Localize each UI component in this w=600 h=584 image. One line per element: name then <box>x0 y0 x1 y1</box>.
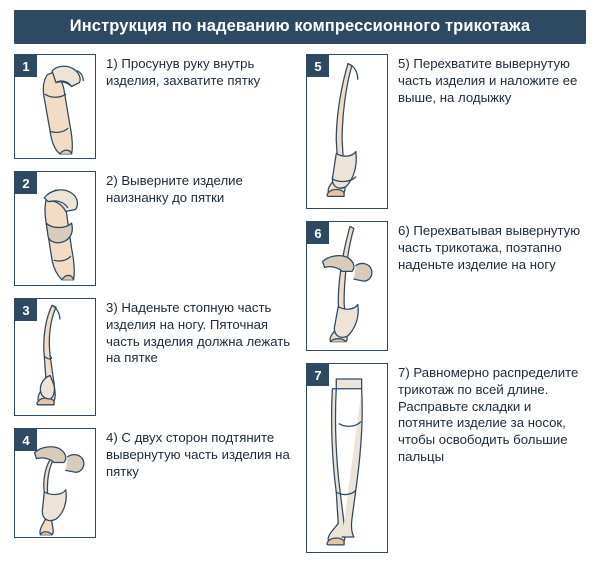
step-badge-2: 2 <box>15 172 37 194</box>
step-text-1: 1) Просунув руку внутрь изделия, захватите пятку <box>106 56 261 88</box>
step-text-6: 6) Перехватывая вывернутую часть трикотажа, поэтапно наденьте изделие на ногу <box>398 223 581 272</box>
step-figure-5 <box>306 54 388 209</box>
step-text-3: 3) Наденьте стопную часть изделия на ногу. Пяточная часть изделия должна лежать на пятке <box>106 300 291 366</box>
step-badge-7: 7 <box>307 364 329 386</box>
step-text-5: 5) Перехватите вывернутую часть изделия и наложите ее выше, на лодыжку <box>398 56 578 105</box>
left-column <box>14 54 294 550</box>
page-title: Инструкция по надеванию компрессионного трикотажа <box>14 10 586 44</box>
step-item <box>14 298 294 416</box>
step-figure-2 <box>14 171 96 286</box>
step-badge-5: 5 <box>307 55 329 77</box>
step-figure-1 <box>14 54 96 159</box>
step-badge-3: 3 <box>15 299 37 321</box>
step-item <box>306 363 586 553</box>
steps-columns <box>14 54 586 565</box>
step-item <box>306 54 586 209</box>
step-text-2: 2) Выверните изделие наизнанку до пятки <box>106 173 243 205</box>
pulling-stocking-to-ankle-icon <box>307 55 387 208</box>
step-item <box>14 54 294 159</box>
right-column <box>306 54 586 565</box>
step-figure-6 <box>306 221 388 351</box>
step-item <box>14 171 294 286</box>
step-figure-3 <box>14 298 96 416</box>
step-figure-4 <box>14 428 96 538</box>
step-text-4: 4) С двух сторон подтяните вывернутую часть изделия на пятку <box>106 430 290 479</box>
step-figure-7 <box>306 363 388 553</box>
step-text-7: 7) Равномерно распределите трикотаж по всей длине. Расправьте складки и потяните изделие за носок, чтобы освободить большие пальцы <box>398 365 579 464</box>
step-item <box>14 428 294 538</box>
stocking-fully-on-leg-icon <box>307 364 387 552</box>
step-badge-4: 4 <box>15 429 37 451</box>
step-badge-6: 6 <box>307 222 329 244</box>
step-item <box>306 221 586 351</box>
step-badge-1: 1 <box>15 55 37 77</box>
